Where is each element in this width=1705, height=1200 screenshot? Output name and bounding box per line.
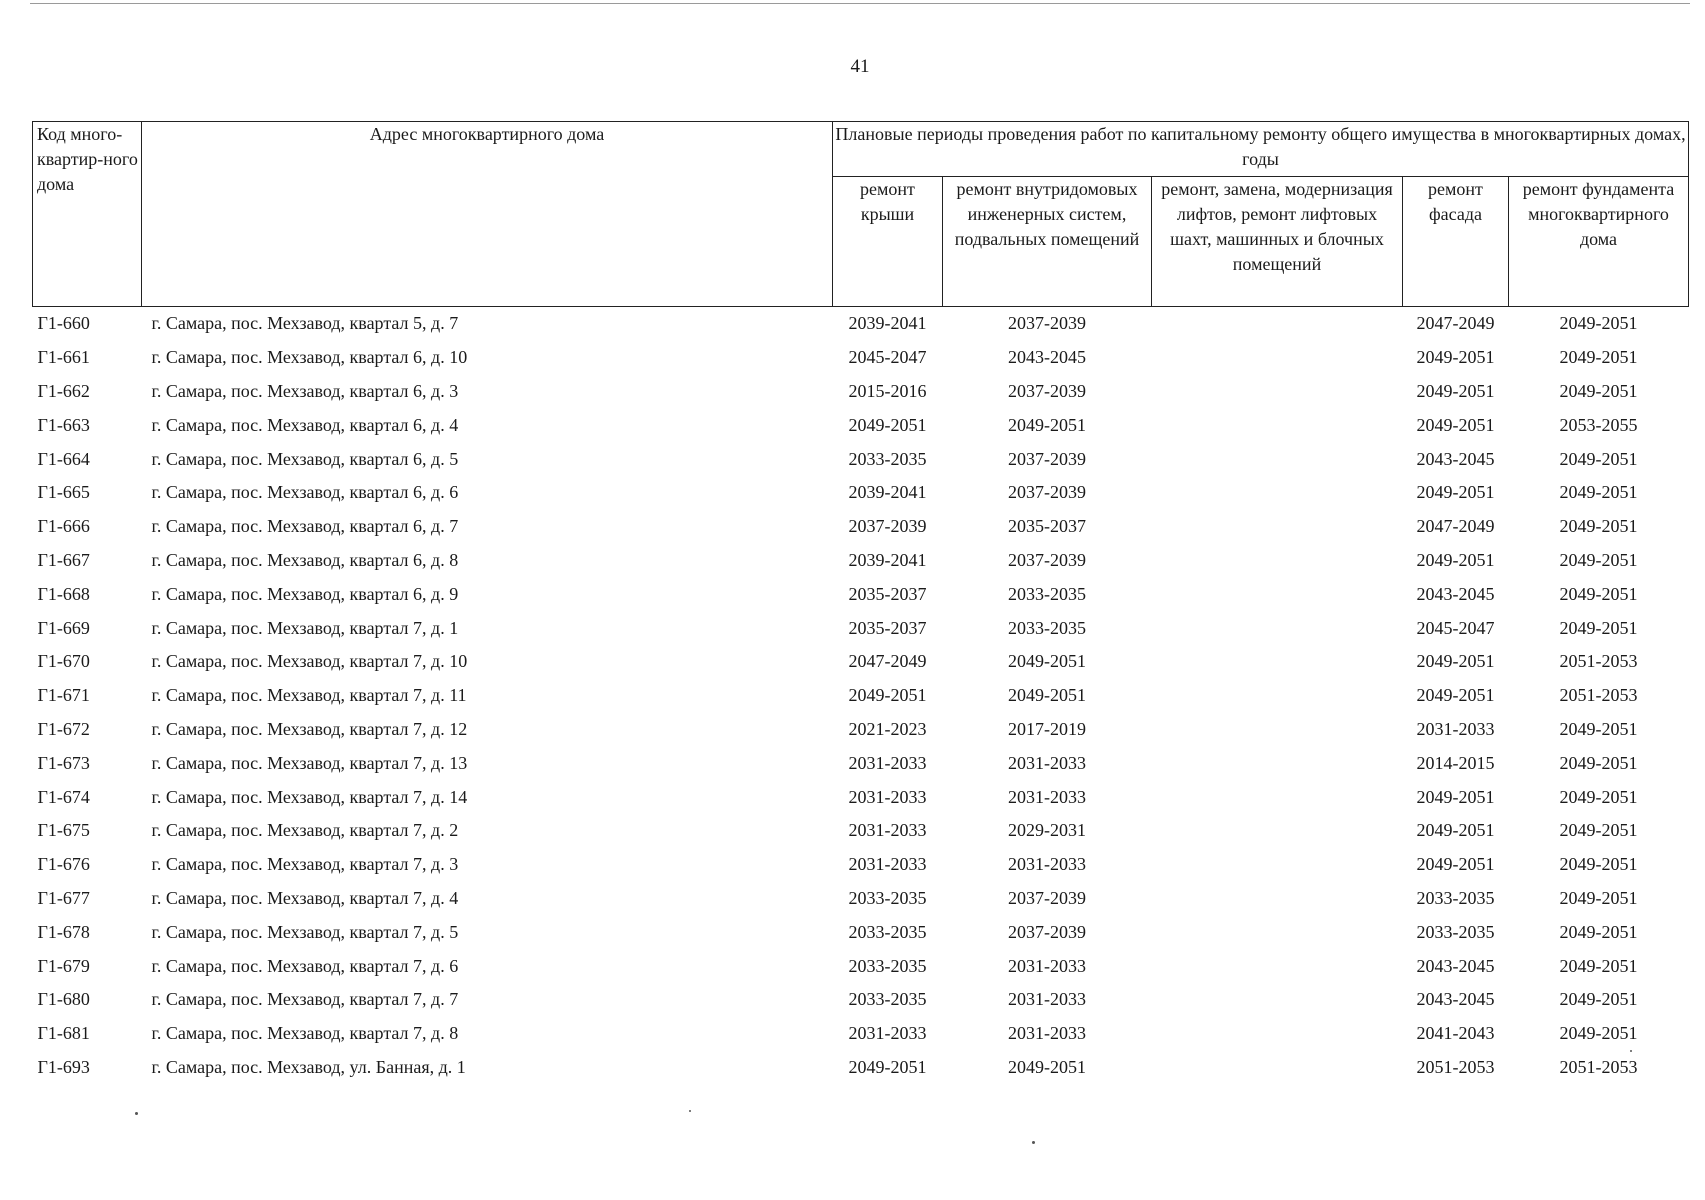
cell-roof-period: 2039-2041 bbox=[848, 482, 927, 503]
cell-elevator-period bbox=[1152, 780, 1403, 814]
cell-house-code: Г1-676 bbox=[37, 854, 90, 875]
header-address: Адрес многоквартирного дома bbox=[142, 122, 833, 307]
cell-facade-period: 2049-2051 bbox=[1416, 786, 1495, 807]
cell-engineering-period: 2031-2033 bbox=[1008, 752, 1086, 773]
cell-address: г. Самара, пос. Мехзавод, квартал 7, д. 8 bbox=[151, 1023, 459, 1044]
cell-house-code: Г1-680 bbox=[37, 989, 90, 1010]
table-row bbox=[33, 375, 1689, 409]
cell-elevator-period bbox=[1152, 949, 1403, 983]
cell-facade-period: 2049-2051 bbox=[1416, 854, 1495, 875]
cell-house-code: Г1-662 bbox=[37, 380, 90, 401]
cell-roof-period: 2033-2035 bbox=[848, 955, 927, 976]
cell-elevator-period bbox=[1152, 746, 1403, 780]
cell-address: г. Самара, пос. Мехзавод, ул. Банная, д. 1 bbox=[151, 1056, 466, 1077]
cell-elevator-period bbox=[1152, 408, 1403, 442]
cell-facade-period: 2033-2035 bbox=[1416, 887, 1495, 908]
cell-facade-period: 2043-2045 bbox=[1416, 448, 1495, 469]
cell-roof-period: 2039-2041 bbox=[848, 549, 927, 570]
cell-foundation-period: 2049-2051 bbox=[1559, 617, 1638, 638]
cell-engineering-period: 2049-2051 bbox=[1008, 1056, 1086, 1077]
cell-address: г. Самара, пос. Мехзавод, квартал 6, д. 7 bbox=[151, 516, 459, 537]
cell-elevator-period bbox=[1152, 611, 1403, 645]
header-roof-repair: ремонт крыши bbox=[833, 177, 943, 307]
cell-address: г. Самара, пос. Мехзавод, квартал 6, д. 3 bbox=[151, 380, 459, 401]
cell-elevator-period bbox=[1152, 814, 1403, 848]
cell-engineering-period: 2037-2039 bbox=[1008, 887, 1086, 908]
cell-address: г. Самара, пос. Мехзавод, квартал 6, д. 5 bbox=[151, 448, 459, 469]
cell-elevator-period bbox=[1152, 1017, 1403, 1051]
table-row bbox=[33, 611, 1689, 645]
cell-house-code: Г1-679 bbox=[37, 955, 90, 976]
cell-roof-period: 2033-2035 bbox=[848, 989, 927, 1010]
scan-speck bbox=[1630, 1050, 1632, 1052]
cell-facade-period: 2043-2045 bbox=[1416, 583, 1495, 604]
cell-address: г. Самара, пос. Мехзавод, квартал 7, д. 2 bbox=[151, 820, 459, 841]
cell-elevator-period bbox=[1152, 713, 1403, 747]
cell-foundation-period: 2049-2051 bbox=[1559, 820, 1638, 841]
cell-roof-period: 2035-2037 bbox=[848, 583, 927, 604]
cell-engineering-period: 2031-2033 bbox=[1008, 1023, 1086, 1044]
table-row bbox=[33, 510, 1689, 544]
scan-speck bbox=[135, 1112, 138, 1115]
cell-address: г. Самара, пос. Мехзавод, квартал 5, д. 7 bbox=[151, 313, 459, 334]
cell-facade-period: 2049-2051 bbox=[1416, 549, 1495, 570]
table-row bbox=[33, 713, 1689, 747]
cell-roof-period: 2031-2033 bbox=[848, 1023, 927, 1044]
cell-facade-period: 2043-2045 bbox=[1416, 989, 1495, 1010]
table-row bbox=[33, 442, 1689, 476]
cell-house-code: Г1-666 bbox=[37, 516, 90, 537]
cell-foundation-period: 2049-2051 bbox=[1559, 549, 1638, 570]
table-row bbox=[33, 1051, 1689, 1085]
cell-elevator-period bbox=[1152, 476, 1403, 510]
cell-roof-period: 2015-2016 bbox=[848, 380, 927, 401]
cell-house-code: Г1-693 bbox=[37, 1056, 90, 1077]
cell-house-code: Г1-669 bbox=[37, 617, 90, 638]
cell-engineering-period: 2033-2035 bbox=[1008, 583, 1086, 604]
header-engineering-repair: ремонт внутридомовых инженерных систем, подвальных помещений bbox=[943, 177, 1152, 307]
cell-engineering-period: 2037-2039 bbox=[1008, 549, 1086, 570]
cell-facade-period: 2045-2047 bbox=[1416, 617, 1495, 638]
cell-facade-period: 2047-2049 bbox=[1416, 313, 1495, 334]
cell-address: г. Самара, пос. Мехзавод, квартал 7, д. 11 bbox=[151, 685, 467, 706]
cell-foundation-period: 2049-2051 bbox=[1559, 786, 1638, 807]
cell-engineering-period: 2037-2039 bbox=[1008, 482, 1086, 503]
cell-roof-period: 2045-2047 bbox=[848, 347, 927, 368]
table-row bbox=[33, 476, 1689, 510]
cell-facade-period: 2049-2051 bbox=[1416, 820, 1495, 841]
cell-elevator-period bbox=[1152, 442, 1403, 476]
cell-facade-period: 2043-2045 bbox=[1416, 955, 1495, 976]
cell-foundation-period: 2049-2051 bbox=[1559, 583, 1638, 604]
cell-foundation-period: 2051-2053 bbox=[1559, 651, 1638, 672]
cell-address: г. Самара, пос. Мехзавод, квартал 6, д. 8 bbox=[151, 549, 459, 570]
header-house-code: Код много-квартир-ного дома bbox=[33, 122, 142, 307]
cell-facade-period: 2031-2033 bbox=[1416, 718, 1495, 739]
cell-house-code: Г1-667 bbox=[37, 549, 90, 570]
cell-address: г. Самара, пос. Мехзавод, квартал 7, д. 1 bbox=[151, 617, 459, 638]
cell-address: г. Самара, пос. Мехзавод, квартал 6, д. 10 bbox=[151, 347, 468, 368]
cell-engineering-period: 2037-2039 bbox=[1008, 380, 1086, 401]
header-facade-repair: ремонт фасада bbox=[1403, 177, 1509, 307]
cell-roof-period: 2033-2035 bbox=[848, 921, 927, 942]
cell-foundation-period: 2049-2051 bbox=[1559, 313, 1638, 334]
cell-address: г. Самара, пос. Мехзавод, квартал 6, д. 9 bbox=[151, 583, 459, 604]
cell-house-code: Г1-661 bbox=[37, 347, 90, 368]
cell-roof-period: 2049-2051 bbox=[848, 1056, 927, 1077]
cell-foundation-period: 2049-2051 bbox=[1559, 887, 1638, 908]
cell-engineering-period: 2043-2045 bbox=[1008, 347, 1086, 368]
cell-roof-period: 2049-2051 bbox=[848, 685, 927, 706]
cell-house-code: Г1-660 bbox=[37, 313, 90, 334]
cell-engineering-period: 2049-2051 bbox=[1008, 414, 1086, 435]
cell-roof-period: 2021-2023 bbox=[848, 718, 927, 739]
cell-foundation-period: 2049-2051 bbox=[1559, 989, 1638, 1010]
cell-foundation-period: 2049-2051 bbox=[1559, 482, 1638, 503]
cell-address: г. Самара, пос. Мехзавод, квартал 7, д. 6 bbox=[151, 955, 459, 976]
cell-house-code: Г1-671 bbox=[37, 685, 90, 706]
table-row bbox=[33, 983, 1689, 1017]
cell-facade-period: 2049-2051 bbox=[1416, 380, 1495, 401]
page-number: 41 bbox=[850, 56, 870, 77]
cell-roof-period: 2031-2033 bbox=[848, 786, 927, 807]
cell-address: г. Самара, пос. Мехзавод, квартал 6, д. 6 bbox=[151, 482, 459, 503]
cell-elevator-period bbox=[1152, 544, 1403, 578]
cell-address: г. Самара, пос. Мехзавод, квартал 7, д. 5 bbox=[151, 921, 459, 942]
table-row bbox=[33, 1017, 1689, 1051]
cell-elevator-period bbox=[1152, 645, 1403, 679]
cell-foundation-period: 2049-2051 bbox=[1559, 1023, 1638, 1044]
capital-repair-schedule-table bbox=[32, 121, 1689, 1084]
cell-facade-period: 2014-2015 bbox=[1416, 752, 1495, 773]
cell-address: г. Самара, пос. Мехзавод, квартал 7, д. 7 bbox=[151, 989, 459, 1010]
cell-address: г. Самара, пос. Мехзавод, квартал 6, д. 4 bbox=[151, 414, 459, 435]
cell-facade-period: 2051-2053 bbox=[1416, 1056, 1495, 1077]
table-row bbox=[33, 780, 1689, 814]
table-row bbox=[33, 949, 1689, 983]
cell-address: г. Самара, пос. Мехзавод, квартал 7, д. 4 bbox=[151, 887, 459, 908]
cell-roof-period: 2049-2051 bbox=[848, 414, 927, 435]
cell-foundation-period: 2049-2051 bbox=[1559, 955, 1638, 976]
cell-engineering-period: 2049-2051 bbox=[1008, 685, 1086, 706]
cell-roof-period: 2033-2035 bbox=[848, 448, 927, 469]
scan-speck bbox=[689, 1110, 691, 1112]
cell-foundation-period: 2049-2051 bbox=[1559, 921, 1638, 942]
table-row bbox=[33, 915, 1689, 949]
cell-facade-period: 2049-2051 bbox=[1416, 414, 1495, 435]
cell-engineering-period: 2033-2035 bbox=[1008, 617, 1086, 638]
table-body bbox=[33, 307, 1689, 1085]
cell-elevator-period bbox=[1152, 983, 1403, 1017]
table-row bbox=[33, 307, 1689, 341]
cell-elevator-period bbox=[1152, 375, 1403, 409]
cell-roof-period: 2047-2049 bbox=[848, 651, 927, 672]
cell-foundation-period: 2049-2051 bbox=[1559, 752, 1638, 773]
cell-foundation-period: 2051-2053 bbox=[1559, 1056, 1638, 1077]
scan-top-rule bbox=[30, 3, 1690, 4]
cell-roof-period: 2039-2041 bbox=[848, 313, 927, 334]
header-foundation-repair: ремонт фундамента многоквартирного дома bbox=[1509, 177, 1689, 307]
table-row bbox=[33, 746, 1689, 780]
cell-facade-period: 2041-2043 bbox=[1416, 1023, 1495, 1044]
cell-engineering-period: 2031-2033 bbox=[1008, 854, 1086, 875]
cell-engineering-period: 2037-2039 bbox=[1008, 448, 1086, 469]
cell-elevator-period bbox=[1152, 915, 1403, 949]
cell-foundation-period: 2049-2051 bbox=[1559, 718, 1638, 739]
cell-facade-period: 2049-2051 bbox=[1416, 685, 1495, 706]
cell-address: г. Самара, пос. Мехзавод, квартал 7, д. 12 bbox=[151, 718, 468, 739]
cell-facade-period: 2049-2051 bbox=[1416, 347, 1495, 368]
scan-speck bbox=[1032, 1141, 1035, 1144]
cell-house-code: Г1-665 bbox=[37, 482, 90, 503]
cell-engineering-period: 2017-2019 bbox=[1008, 718, 1086, 739]
cell-elevator-period bbox=[1152, 882, 1403, 916]
cell-house-code: Г1-677 bbox=[37, 887, 90, 908]
cell-house-code: Г1-674 bbox=[37, 786, 90, 807]
cell-engineering-period: 2037-2039 bbox=[1008, 313, 1086, 334]
cell-roof-period: 2033-2035 bbox=[848, 887, 927, 908]
cell-facade-period: 2049-2051 bbox=[1416, 651, 1495, 672]
cell-foundation-period: 2049-2051 bbox=[1559, 347, 1638, 368]
cell-house-code: Г1-673 bbox=[37, 752, 90, 773]
cell-house-code: Г1-663 bbox=[37, 414, 90, 435]
cell-roof-period: 2035-2037 bbox=[848, 617, 927, 638]
cell-elevator-period bbox=[1152, 679, 1403, 713]
cell-address: г. Самара, пос. Мехзавод, квартал 7, д. 13 bbox=[151, 752, 468, 773]
cell-elevator-period bbox=[1152, 341, 1403, 375]
cell-roof-period: 2031-2033 bbox=[848, 854, 927, 875]
cell-roof-period: 2031-2033 bbox=[848, 820, 927, 841]
cell-facade-period: 2047-2049 bbox=[1416, 516, 1495, 537]
table-row bbox=[33, 408, 1689, 442]
cell-foundation-period: 2053-2055 bbox=[1559, 414, 1638, 435]
cell-engineering-period: 2037-2039 bbox=[1008, 921, 1086, 942]
cell-address: г. Самара, пос. Мехзавод, квартал 7, д. 14 bbox=[151, 786, 468, 807]
cell-elevator-period bbox=[1152, 1051, 1403, 1085]
table-row bbox=[33, 341, 1689, 375]
cell-engineering-period: 2029-2031 bbox=[1008, 820, 1086, 841]
table-row bbox=[33, 882, 1689, 916]
cell-house-code: Г1-675 bbox=[37, 820, 90, 841]
table-row bbox=[33, 577, 1689, 611]
cell-roof-period: 2031-2033 bbox=[848, 752, 927, 773]
cell-facade-period: 2033-2035 bbox=[1416, 921, 1495, 942]
cell-foundation-period: 2049-2051 bbox=[1559, 380, 1638, 401]
cell-foundation-period: 2049-2051 bbox=[1559, 854, 1638, 875]
cell-foundation-period: 2051-2053 bbox=[1559, 685, 1638, 706]
cell-house-code: Г1-678 bbox=[37, 921, 90, 942]
cell-facade-period: 2049-2051 bbox=[1416, 482, 1495, 503]
header-elevator-repair: ремонт, замена, модернизация лифтов, ремонт лифтовых шахт, машинных и блочных помещений bbox=[1152, 177, 1403, 307]
cell-foundation-period: 2049-2051 bbox=[1559, 448, 1638, 469]
cell-engineering-period: 2035-2037 bbox=[1008, 516, 1086, 537]
header-planned-periods: Плановые периоды проведения работ по капитальному ремонту общего имущества в многоквартирных домах, годы bbox=[833, 122, 1689, 177]
cell-roof-period: 2037-2039 bbox=[848, 516, 927, 537]
cell-foundation-period: 2049-2051 bbox=[1559, 516, 1638, 537]
cell-engineering-period: 2031-2033 bbox=[1008, 955, 1086, 976]
table-row bbox=[33, 544, 1689, 578]
cell-house-code: Г1-681 bbox=[37, 1023, 90, 1044]
cell-elevator-period bbox=[1152, 307, 1403, 341]
cell-engineering-period: 2031-2033 bbox=[1008, 989, 1086, 1010]
cell-house-code: Г1-664 bbox=[37, 448, 90, 469]
cell-elevator-period bbox=[1152, 848, 1403, 882]
cell-elevator-period bbox=[1152, 510, 1403, 544]
table-row bbox=[33, 848, 1689, 882]
table-row bbox=[33, 645, 1689, 679]
cell-engineering-period: 2031-2033 bbox=[1008, 786, 1086, 807]
cell-address: г. Самара, пос. Мехзавод, квартал 7, д. 3 bbox=[151, 854, 459, 875]
table-row bbox=[33, 814, 1689, 848]
cell-house-code: Г1-672 bbox=[37, 718, 90, 739]
cell-elevator-period bbox=[1152, 577, 1403, 611]
cell-house-code: Г1-668 bbox=[37, 583, 90, 604]
table-row bbox=[33, 679, 1689, 713]
cell-house-code: Г1-670 bbox=[37, 651, 90, 672]
cell-engineering-period: 2049-2051 bbox=[1008, 651, 1086, 672]
cell-address: г. Самара, пос. Мехзавод, квартал 7, д. 10 bbox=[151, 651, 468, 672]
